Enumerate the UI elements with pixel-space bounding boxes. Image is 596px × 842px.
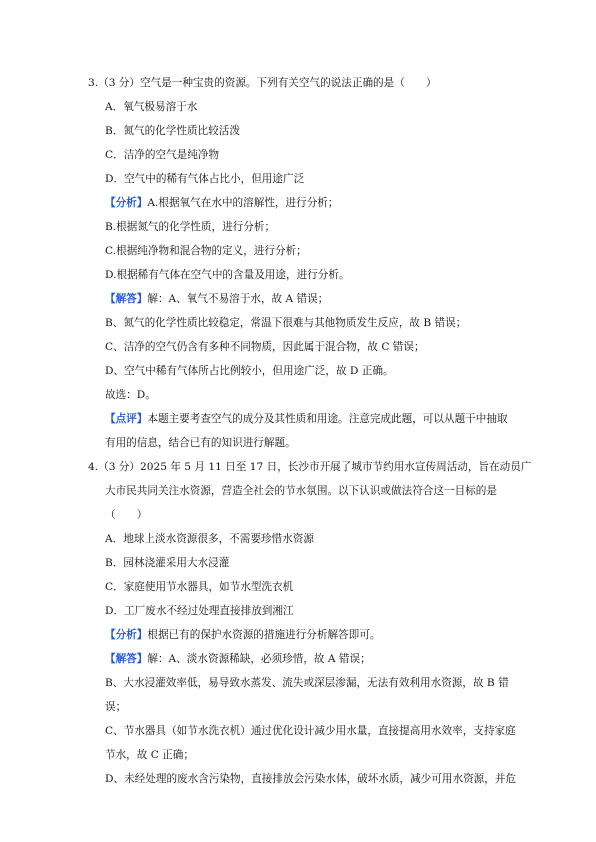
answer-line: C、节水器具（如节水洗衣机）通过优化设计减少用水量，直接提高用水效率，支持家庭 xyxy=(105,725,516,737)
answer-line: 误； xyxy=(105,701,127,713)
answer-line: C、洁净的空气仍含有多种不同物质，因此属于混合物，故 C 错误； xyxy=(105,341,425,353)
answer-line: B、大水浸灌效率低，易导致水蒸发、流失或深层渗漏，无法有效利用水资源，故 B 错 xyxy=(105,677,509,689)
comment-tag: 【点评】 xyxy=(105,413,148,425)
question-text: 2025 年 5 月 11 日至 17 日，长沙市开展了城市节约用水宣传周活动，旨在动员广 xyxy=(140,461,532,473)
answer-line: D、未经处理的废水含污染物，直接排放会污染水体，破坏水质，减少可用水资源，并危 xyxy=(105,773,517,785)
option-c: C．洁净的空气是纯净物 xyxy=(105,149,220,161)
analysis-line xyxy=(105,196,339,210)
comment-line: 有用的信息，结合已有的知识进行解题。 xyxy=(105,437,296,449)
answer-line: B、氮气的化学性质比较稳定，常温下很难与其他物质发生反应，故 B 错误； xyxy=(105,317,467,329)
option-a: A．氧气极易溶于水 xyxy=(105,101,198,113)
option-a: A．地球上淡水资源很多，不需要珍惜水资源 xyxy=(105,533,314,545)
question-points: （3 分） xyxy=(98,461,140,473)
question-text: 大市民共同关注水资源，营造全社会的节水氛围。以下认识或做法符合这一目标的是 xyxy=(105,485,497,497)
analysis-text: 根据已有的保护水资源的措施进行分析解答即可。 xyxy=(147,629,381,641)
question-3-stem xyxy=(88,76,437,90)
question-number: 3. xyxy=(88,77,99,89)
analysis-line: B.根据氮气的化学性质，进行分析； xyxy=(105,221,276,233)
answer-line: 节水，故 C 正确； xyxy=(105,749,194,761)
comment-line xyxy=(105,412,508,426)
option-c: C．家庭使用节水器具，如节水型洗衣机 xyxy=(105,581,294,593)
option-b: B．氮气的化学性质比较活泼 xyxy=(105,125,240,137)
answer-choice: 故选：D。 xyxy=(105,389,156,401)
option-d: D．工厂废水不经过处理直接排放到湘江 xyxy=(105,605,294,617)
answer-text: 解：A、氧气不易溶于水，故 A 错误； xyxy=(147,293,329,305)
analysis-text: A.根据氧气在水中的溶解性，进行分析； xyxy=(147,197,339,209)
analysis-line: D.根据稀有气体在空气中的含量及用途，进行分析。 xyxy=(105,269,350,281)
analysis-line: C.根据纯净物和混合物的定义，进行分析； xyxy=(105,245,307,257)
question-number: 4. xyxy=(88,461,99,473)
analysis-line xyxy=(105,628,380,642)
option-b: B．园林浇灌采用大水浸灌 xyxy=(105,557,230,569)
answer-line: D、空气中稀有气体所占比例较小，但用途广泛，故 D 正确。 xyxy=(105,365,394,377)
answer-line xyxy=(105,652,371,666)
question-4-stem xyxy=(88,460,531,474)
answer-line xyxy=(105,292,328,306)
answer-tag: 【解答】 xyxy=(105,653,148,665)
question-text: 空气是一种宝贵的资源。下列有关空气的说法正确的是（ ） xyxy=(140,77,437,89)
question-text: （ ） xyxy=(105,509,148,521)
question-points: （3 分） xyxy=(98,77,140,89)
analysis-tag: 【分析】 xyxy=(105,197,148,209)
comment-text: 本题主要考查空气的成分及其性质和用途。注意完成此题，可以从题干中抽取 xyxy=(147,413,508,425)
analysis-tag: 【分析】 xyxy=(105,629,148,641)
option-d: D．空气中的稀有气体占比小，但用途广泛 xyxy=(105,173,305,185)
answer-text: 解：A、淡水资源稀缺，必须珍惜，故 A 错误； xyxy=(147,653,371,665)
answer-tag: 【解答】 xyxy=(105,293,148,305)
